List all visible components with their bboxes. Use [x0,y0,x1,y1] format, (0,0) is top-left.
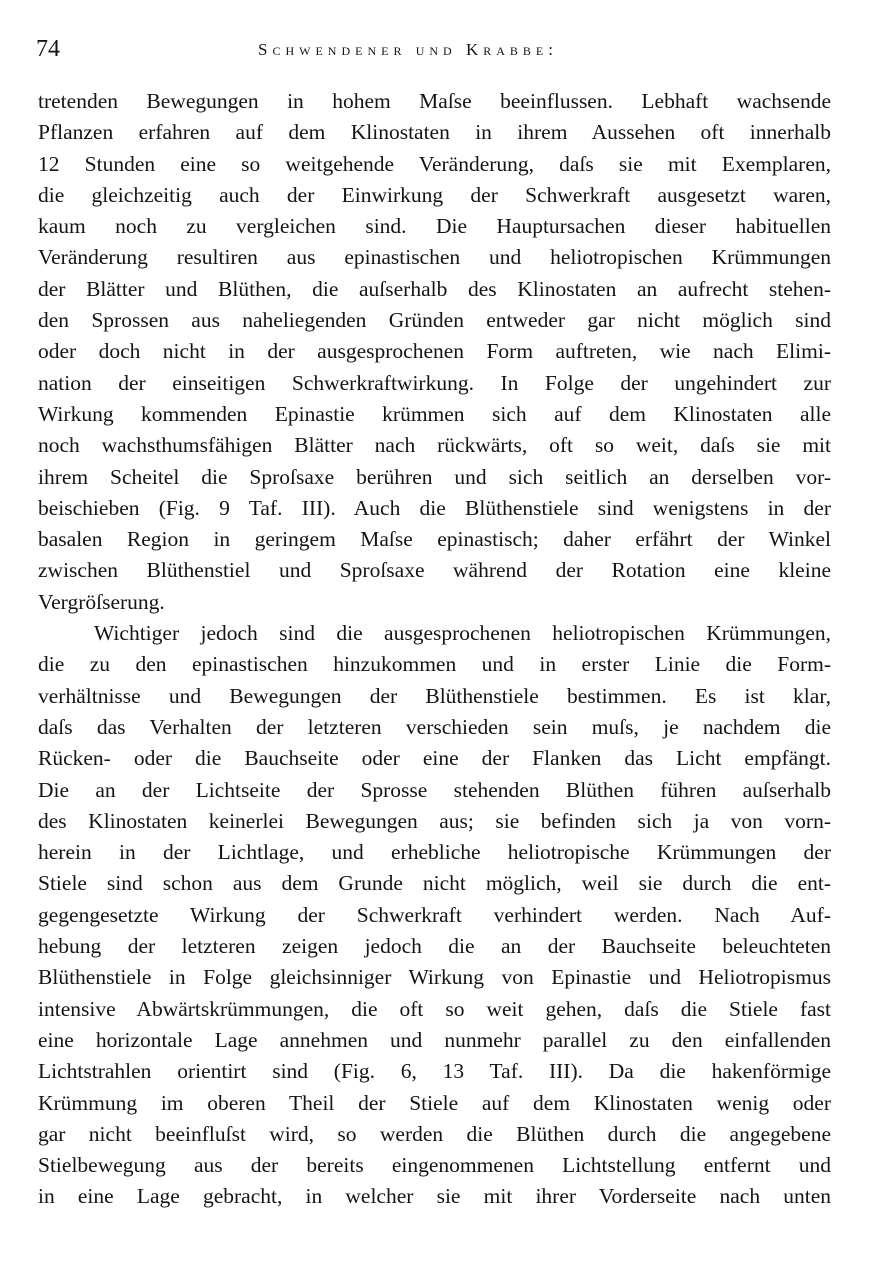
text-line: Die an der Lichtseite der Sprosse stehenden Blüthen führen auſserhalb [38,777,831,802]
text-line: Lichtstrahlen orientirt sind (Fig. 6, 13 Taf. III). Da die hakenförmige [38,1059,831,1084]
text-line: verhältnisse und Bewegungen der Blüthenstiele bestimmen. Es ist klar, [38,683,831,708]
text-line: eine horizontale Lage annehmen und nunmehr parallel zu den einfallenden [38,1027,831,1052]
text-line: Pflanzen erfahren auf dem Klinostaten in ihrem Aussehen oft innerhalb [38,120,831,145]
text-line: intensive Abwärtskrümmungen, die oft so weit gehen, daſs die Stiele fast [38,996,831,1021]
page-number: 74 [36,36,60,62]
text-line: Wichtiger jedoch sind die ausgesprochenen heliotropischen Krümmungen, [94,621,831,646]
text-line: basalen Region in geringem Maſse epinastisch; daher erfährt der Winkel [38,527,831,552]
text-line: gegengesetzte Wirkung der Schwerkraft verhindert werden. Nach Auf- [38,902,831,927]
text-line: Vergröſserung. [38,589,165,614]
running-head: Schwendener und Krabbe: [258,40,558,59]
text-line: Veränderung resultiren aus epinastischen und heliotropischen Krümmungen [38,245,831,270]
text-line: der Blätter und Blüthen, die auſserhalb des Klinostaten an aufrecht stehen- [38,276,831,301]
text-line: noch wachsthumsfähigen Blätter nach rückwärts, oft so weit, daſs sie mit [38,433,831,458]
text-line: daſs das Verhalten der letzteren verschieden sein muſs, je nachdem die [38,714,831,739]
text-line: nation der einseitigen Schwerkraftwirkung. In Folge der ungehindert zur [38,370,831,395]
text-line: ihrem Scheitel die Sproſsaxe berühren und sich seitlich an derselben vor- [38,464,831,489]
page-header [36,34,832,64]
text-line: tretenden Bewegungen in hohem Maſse beeinflussen. Lebhaft wachsende [38,89,831,113]
text-line: die zu den epinastischen hinzukommen und in erster Linie die Form- [38,652,831,677]
text-line: in eine Lage gebracht, in welcher sie mit ihrer Vorderseite nach unten [38,1184,831,1209]
text-line: oder doch nicht in der ausgesprochenen Form auftreten, wie nach Elimi- [38,339,831,364]
text-line: Blüthenstiele in Folge gleichsinniger Wirkung von Epinastie und Heliotropismus [38,965,831,990]
text-line: Wirkung kommenden Epinastie krümmen sich auf dem Klinostaten alle [38,401,831,426]
text-line: die gleichzeitig auch der Einwirkung der Schwerkraft ausgesetzt waren, [38,182,831,207]
text-line: herein in der Lichtlage, und erhebliche heliotropische Krümmungen der [38,840,831,865]
body-text [38,86,831,1213]
text-line: des Klinostaten keinerlei Bewegungen aus; sie befinden sich ja von vorn- [38,808,831,833]
text-line: 12 Stunden eine so weitgehende Veränderung, daſs sie mit Exemplaren, [38,151,831,176]
text-line: Krümmung im oberen Theil der Stiele auf dem Klinostaten wenig oder [38,1090,831,1115]
text-line: Stiele sind schon aus dem Grunde nicht möglich, weil sie durch die ent- [38,871,831,896]
text-line: Rücken- oder die Bauchseite oder eine der Flanken das Licht empfängt. [38,746,831,771]
text-line: Stielbewegung aus der bereits eingenommenen Lichtstellung entfernt und [38,1153,831,1178]
text-line: kaum noch zu vergleichen sind. Die Hauptursachen dieser habituellen [38,214,831,239]
text-line: beischieben (Fig. 9 Taf. III). Auch die Blüthenstiele sind wenigstens in der [38,495,831,520]
text-line: hebung der letzteren zeigen jedoch die an der Bauchseite beleuchteten [38,934,831,959]
text-line: zwischen Blüthenstiel und Sproſsaxe während der Rotation eine kleine [38,558,831,583]
text-line: gar nicht beeinfluſst wird, so werden die Blüthen durch die angegebene [38,1121,831,1146]
text-line: den Sprossen aus naheliegenden Gründen entweder gar nicht möglich sind [38,308,831,333]
